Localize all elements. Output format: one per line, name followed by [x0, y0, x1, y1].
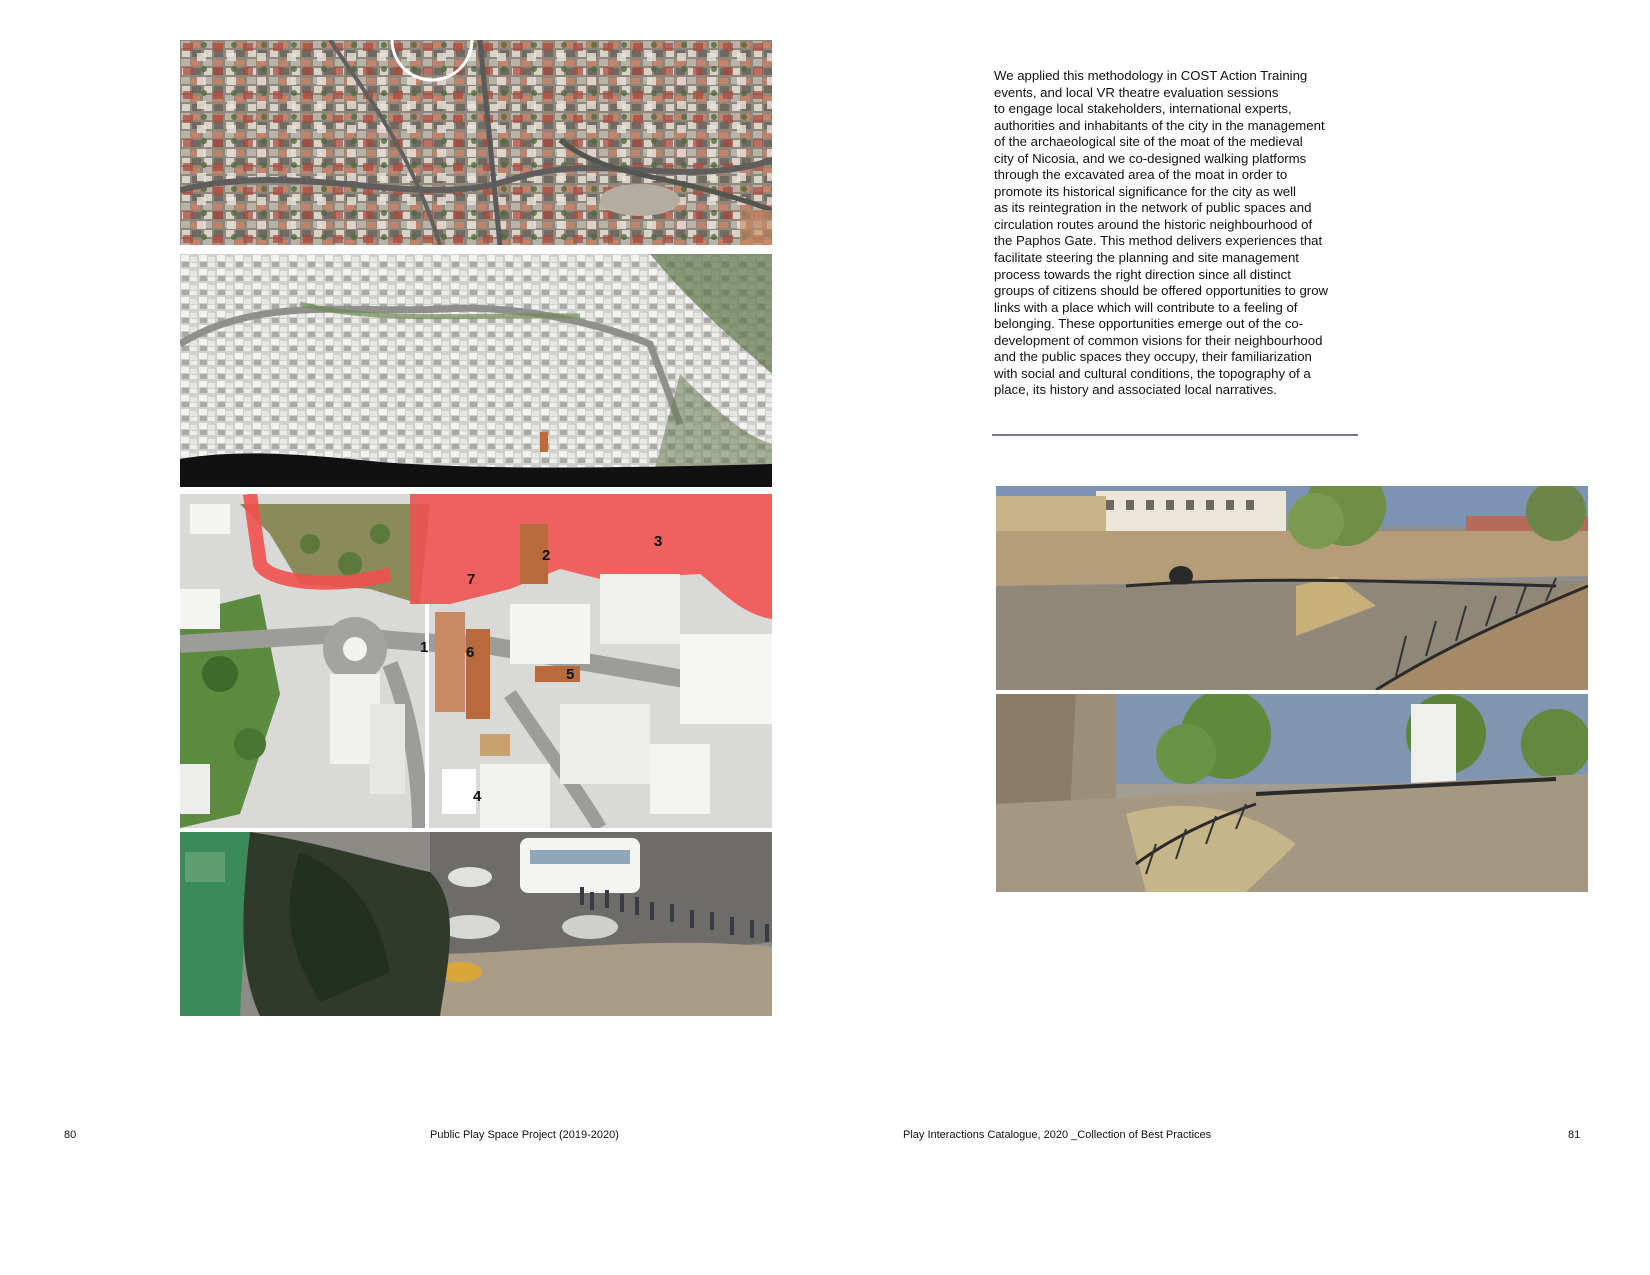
map-marker-4: 4	[473, 788, 482, 805]
right-running-title: Play Interactions Catalogue, 2020 _Collection of Best Practices	[903, 1129, 1212, 1141]
left-running-title: Public Play Space Project (2019-2020)	[430, 1129, 619, 1141]
map-marker-7: 7	[467, 571, 476, 588]
left-page-number: 80	[64, 1129, 77, 1141]
site-map-3d-render	[180, 494, 772, 828]
aerial-city-photo	[180, 40, 772, 245]
map-marker-3: 3	[654, 533, 663, 550]
body-paragraph: We applied this methodology in COST Action Training events, and local VR theatre evaluation sessions to engage local stakeholders, international experts, authorities and inhabitants of the city in the management of the archaeological site of the moat of the medieval city of Nicosia, and we co-designed walking platforms through the excavated area of the moat in order to promote its historical significance for the city as well as its reintegration in the network of public spaces and circulation routes around the historic neighbourhood of the Paphos Gate. This method delivers experiences that facilitate steering the planning and site management process towards the right direction since all distinct groups of citizens should be offered opportunities to grow links with a place which will contribute to a feeling of belonging. These opportunities emerge out of the co- development of common visions for their neighbourhood and the public spaces they occupy, their familiarization with social and cultural conditions, the topography of a place, its history and associated local narratives.	[994, 68, 1329, 398]
right-page-number: 81	[1568, 1129, 1581, 1141]
vr-walkway-render-1	[996, 486, 1588, 690]
map-marker-5: 5	[566, 666, 575, 683]
map-marker-1: 1	[420, 639, 429, 656]
3d-city-model-render	[180, 254, 772, 487]
divider-rule	[992, 434, 1358, 436]
map-marker-2: 2	[542, 547, 551, 564]
vr-walkway-render-2	[996, 694, 1588, 892]
street-site-photo	[180, 832, 772, 1016]
map-marker-6: 6	[466, 644, 475, 661]
